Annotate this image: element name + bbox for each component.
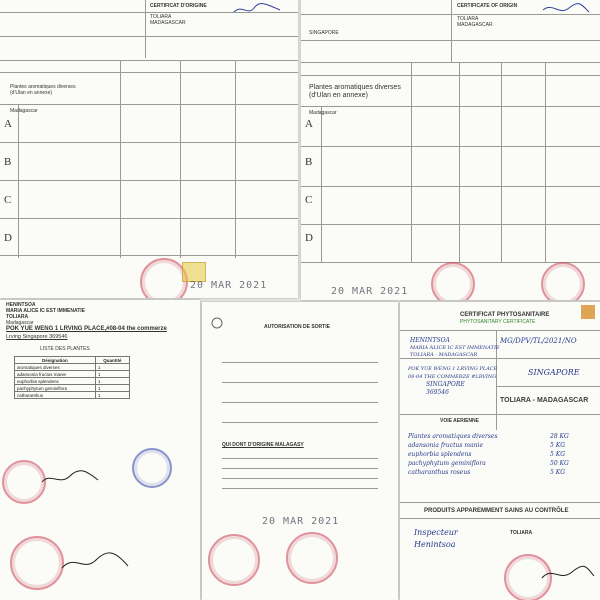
list-item: Plantes aromatiques diverses bbox=[408, 433, 498, 440]
sender-city: TOLIARA bbox=[6, 314, 29, 320]
weight: 28 KG bbox=[550, 433, 569, 440]
signature-icon bbox=[40, 468, 100, 488]
doc-title: AUTORISATION DE SORTIE bbox=[264, 324, 330, 330]
table-title: LISTE DES PLANTES bbox=[40, 346, 90, 352]
cert-title: CERTIFICAT PHYTOSANITAIRE bbox=[460, 312, 550, 318]
section-a: A bbox=[4, 118, 12, 130]
consignee-line-2: Lrving Singapore 369546 bbox=[6, 334, 68, 340]
list-item: catharanthus roseus bbox=[408, 469, 471, 476]
weight: 50 KG bbox=[550, 460, 569, 467]
city-banner: TOLIARA - MADAGASCAR bbox=[500, 397, 589, 404]
table-row: aromatiques diverses 1 bbox=[15, 364, 130, 371]
consignee-1: POK YUE WENG 1 LRVING PLACE bbox=[408, 366, 498, 372]
consignee-3: SINGAPORE bbox=[426, 381, 465, 388]
place: TOLIARA bbox=[510, 530, 533, 536]
date-stamp: 20 MAR 2021 bbox=[190, 280, 268, 291]
date-stamp: 20 MAR 2021 bbox=[262, 516, 340, 527]
city: TOLIARA bbox=[150, 14, 172, 20]
city: TOLIARA bbox=[457, 16, 479, 22]
section-c: C bbox=[4, 194, 12, 206]
table-header: Désignation bbox=[15, 357, 96, 364]
table-row: euphorbia splendens 1 bbox=[15, 378, 130, 385]
section-d: D bbox=[305, 232, 313, 244]
signatory-1: Inspecteur bbox=[414, 528, 458, 537]
phytosanitary-certificate bbox=[400, 302, 600, 600]
weight: 5 KG bbox=[550, 451, 565, 458]
table-row: pachyphytum geminiflora 1 bbox=[15, 385, 130, 392]
official-stamp bbox=[208, 534, 260, 586]
sender-2: MARIA ALICE IC EST IMMENATIE bbox=[410, 345, 500, 351]
country: MADAGASCAR bbox=[150, 20, 186, 26]
goods-description-1: Plantes aromatiques diverses bbox=[10, 84, 76, 90]
signature-icon-2 bbox=[60, 550, 130, 574]
official-stamp bbox=[140, 258, 188, 298]
transport-mode: VOIE AERIENNE bbox=[440, 418, 479, 424]
section-b: B bbox=[4, 156, 12, 168]
exit-authorization bbox=[202, 302, 398, 600]
country: MADAGASCAR bbox=[457, 22, 493, 28]
section-a: A bbox=[305, 118, 313, 130]
consignee-4: 369546 bbox=[426, 389, 449, 396]
goods-description-1: Plantes aromatiques diverses bbox=[309, 84, 401, 91]
destination-country: SINGAPORE bbox=[309, 30, 339, 36]
official-stamp-2 bbox=[286, 532, 338, 584]
blue-stamp bbox=[132, 448, 172, 488]
certificate-origin-form-2 bbox=[301, 0, 600, 300]
consignee-2: 08-04 THE COMMERZE #LRVING bbox=[408, 374, 497, 380]
origin: Madagascar bbox=[10, 108, 38, 114]
signature-icon bbox=[541, 2, 591, 16]
sender-country: Madagascar bbox=[6, 320, 34, 326]
form-title: CERTIFICATE OF ORIGIN bbox=[457, 3, 518, 9]
origin: Madagascar bbox=[309, 110, 337, 116]
plant-table bbox=[14, 356, 130, 399]
official-stamp-2 bbox=[541, 262, 585, 300]
signatory-2: Henintsoa bbox=[414, 540, 456, 549]
doc-subtitle: QUI DONT D'ORIGINE MALAGASY bbox=[222, 442, 304, 448]
weight: 5 KG bbox=[550, 442, 565, 449]
form-title: CERTIFICAT D'ORIGINE bbox=[150, 3, 207, 9]
table-row: adansonia fructus manie 1 bbox=[15, 371, 130, 378]
sender-1: HENINTSOA bbox=[410, 337, 450, 344]
packing-list bbox=[0, 300, 200, 600]
section-d: D bbox=[4, 232, 12, 244]
table-header: Quantité bbox=[95, 357, 129, 364]
list-item: adansonia fructus manie bbox=[408, 442, 483, 449]
table-row: catharanthus 1 bbox=[15, 392, 130, 399]
goods-description-2: (d'Ulan en annexe) bbox=[309, 92, 368, 99]
signature-icon bbox=[540, 564, 596, 584]
crest-icon bbox=[210, 316, 224, 330]
sender-company: MARIA ALICE IC EST IMMENATIE bbox=[6, 308, 85, 314]
weight: 5 KG bbox=[550, 469, 565, 476]
sender-name: HENINTSOA bbox=[6, 302, 36, 308]
reference-number: MG/DPV/TL/2021/NO bbox=[500, 337, 577, 345]
section-c: C bbox=[305, 194, 313, 206]
red-stamp-bottom bbox=[10, 536, 64, 590]
destination-country: SINGAPORE bbox=[528, 368, 580, 377]
list-item: euphorbia splendens bbox=[408, 451, 472, 458]
consignee-line-1: POK YUE WENG 1 LRVING PLACE,#08-04 the commerze bbox=[6, 326, 167, 332]
declaration: PRODUITS APPAREMMENT SAINS AU CONTRÔLE bbox=[424, 508, 569, 514]
cert-subtitle: PHYTOSANITARY CERTIFICATE bbox=[460, 319, 536, 325]
sender-3: TOLIARA - MADAGASCAR bbox=[410, 352, 478, 358]
certificate-origin-form-1 bbox=[0, 0, 298, 298]
phyto-logo-icon bbox=[580, 304, 596, 320]
signature-icon bbox=[232, 2, 282, 16]
goods-description-2: (d'Ulan en annexe) bbox=[10, 90, 53, 96]
gold-seal bbox=[182, 262, 206, 282]
official-stamp bbox=[431, 262, 475, 300]
date-stamp: 20 MAR 2021 bbox=[331, 286, 409, 297]
list-item: pachyphytum geminiflora bbox=[408, 460, 486, 467]
section-b: B bbox=[305, 156, 313, 168]
